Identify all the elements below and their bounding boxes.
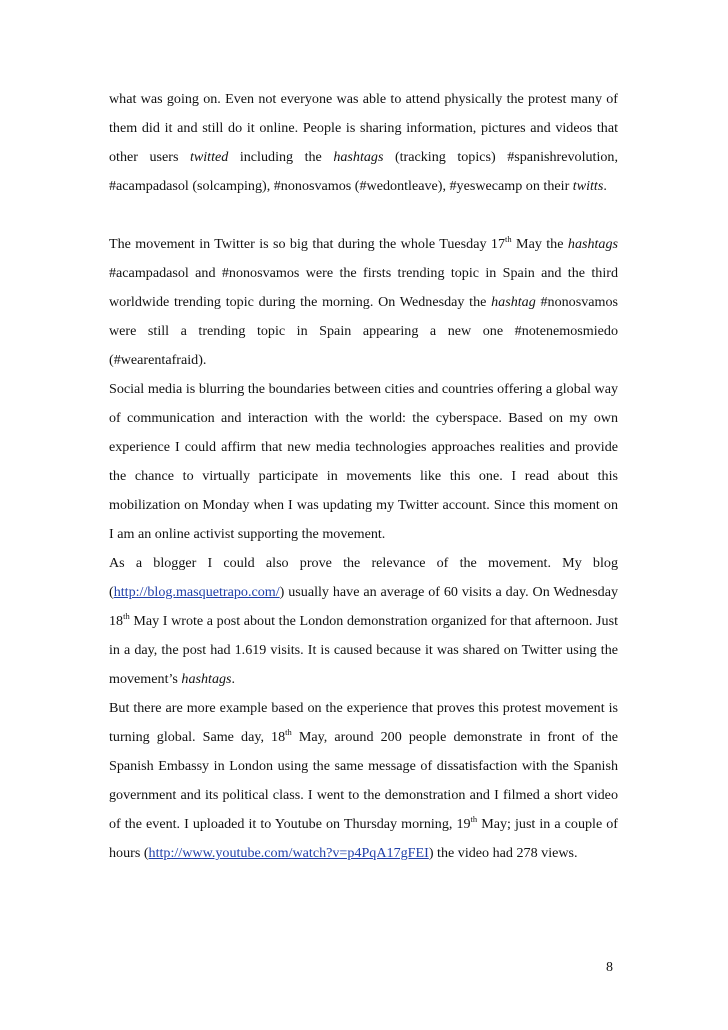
text-run: ) usually have an average of 60 visits a day. On Wednesday 18 — [109, 584, 618, 629]
italic-term: hashtags — [333, 149, 384, 165]
text-run: The movement in Twitter is so big that during the whole Tuesday 17 — [109, 236, 506, 252]
ordinal-suffix: th — [123, 611, 130, 621]
text-run: May, around 200 people demonstrate in front of the Spanish Embassy in London using the same message of dissatisfaction with the Spanish government and its political class. I went to the demonstration and I filmed a short video of the event. I uploaded it to Youtube on Thursday morning, 19 — [109, 729, 618, 832]
paragraph-twitter-hashtags — [109, 85, 618, 201]
text-run: May I wrote a post about the London demonstration organized for that afternoon. Just in a day, the post had 1.619 visits. It is caused because it was shared on Twitter using the movement’s — [109, 613, 618, 687]
paragraph-social-media — [109, 375, 618, 549]
hyperlink[interactable]: http://www.youtube.com/watch?v=p4PqA17gFEI — [148, 845, 429, 861]
text-run: #nonosvamos were still a trending topic in Spain appearing a new one #notenemosmiedo (#wearentafraid). — [109, 294, 618, 368]
text-run: . — [603, 178, 607, 194]
text-run: what was going on. Even not everyone was able to attend physically the protest many of them did it and still do it online. People is sharing information, pictures and videos that other users — [109, 91, 618, 165]
text-run: Social media is blurring the boundaries between cities and countries offering a global way of communication and interaction with the world: the cyberspace. Based on my own experience I could affirm that new media technologies approaches realities and provide the chance to virtually participate in movements like this one. I read about this mobilization on Monday when I was updating my Twitter account. Since this moment on I am an online activist supporting the movement. — [109, 381, 618, 542]
text-run: May the — [511, 236, 568, 252]
italic-term: twitts — [572, 178, 604, 194]
text-run: May; just in a couple of hours ( — [109, 816, 618, 861]
text-run: including the — [228, 149, 334, 165]
italic-term: hashtag — [491, 294, 536, 310]
hyperlink[interactable]: http://blog.masquetrapo.com/ — [113, 584, 280, 600]
text-run: #acampadasol and #nonosvamos were the firsts trending topic in Spain and the third worldwide trending topic during the morning. On Wednesday the — [109, 265, 618, 310]
text-run: (tracking topics) #spanishrevolution, #acampadasol (solcamping), #nonosvamos (#wedontleave), #yeswecamp on their — [109, 149, 618, 194]
paragraph-london-demonstration — [109, 694, 618, 868]
text-run: But there are more example based on the experience that proves this protest movement is turning global. Same day, 18 — [109, 700, 618, 745]
ordinal-suffix: th — [505, 234, 512, 244]
paragraph-trending-topics — [109, 230, 618, 375]
italic-term: twitted — [189, 149, 229, 165]
italic-term: hashtags — [181, 671, 232, 687]
text-run: ) the video had 278 views. — [428, 845, 578, 861]
ordinal-suffix: th — [285, 727, 292, 737]
text-run: As a blogger I could also prove the relevance of the movement. My blog ( — [109, 555, 618, 600]
italic-term: hashtags — [567, 236, 619, 252]
page-number: 8 — [606, 960, 613, 975]
text-run: . — [231, 671, 236, 687]
ordinal-suffix: th — [470, 814, 478, 824]
paragraph-blogger — [109, 549, 618, 694]
